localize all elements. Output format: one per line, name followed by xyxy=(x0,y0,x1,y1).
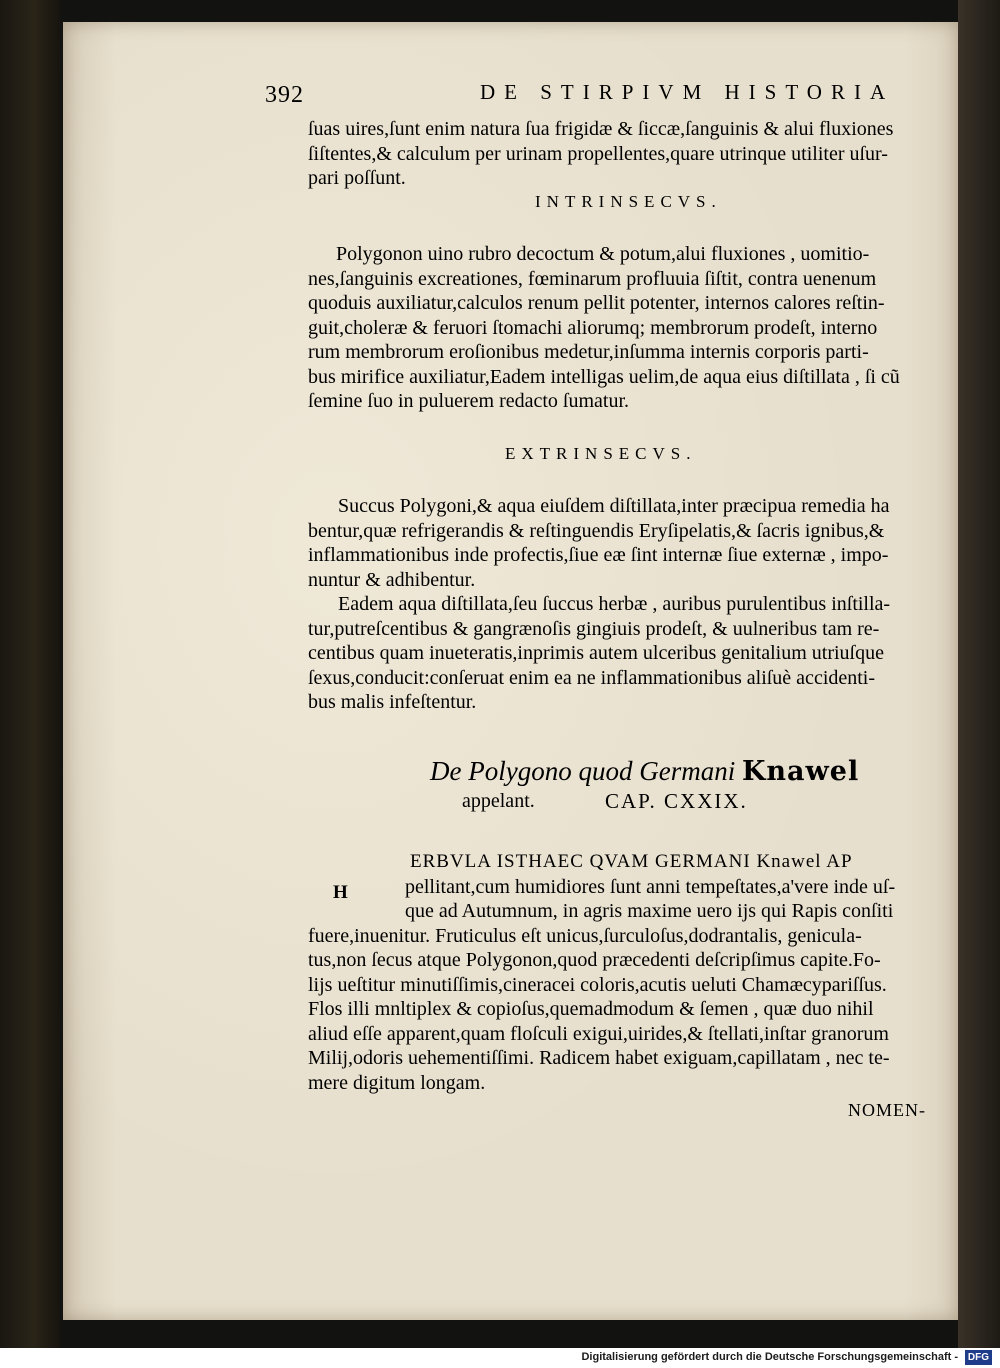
page-number: 392 xyxy=(265,82,304,108)
text-line: bentur,quæ refrigerandis & reſtinguendis Eryſipelatis,& ſacris ignibus,& xyxy=(308,519,885,542)
extrinsecus-paragraph xyxy=(308,494,988,715)
section-heading-intrinsecus: INTRINSECVS. xyxy=(535,192,722,211)
dfg-logo: DFG xyxy=(965,1350,992,1365)
text-line: pellitant,cum humidiores ſunt anni tempeſtates,a'vere inde uſ- xyxy=(405,875,896,898)
text-line: nuntur & adhibentur. xyxy=(308,568,476,591)
text-line: ſemine ſuo in puluerem redacto ſumatur. xyxy=(308,390,630,412)
text-line: centibus quam inueteratis,inprimis autem ulceribus genitalium utriuſque xyxy=(308,642,884,664)
text-line: quoduis auxiliatur,calculos renum pellit potenter, internos calores reſtin- xyxy=(308,292,885,314)
text-line: nes,ſanguinis excreationes, fœminarum profluuia ſiſtit, contra uenenum xyxy=(308,267,877,290)
text-line: Succus Polygoni,& aqua eiuſdem diſtillata,inter præcipua remedia ha xyxy=(338,495,890,517)
text-line: Eadem aqua diſtillata,ſeu ſuccus herbæ , auribus purulentibus inſtilla- xyxy=(338,593,891,615)
text-line: tus,non ſecus atque Polygonon,quod præcedenti deſcripſimus capite.Fo- xyxy=(308,949,881,971)
text-line: ſiſtentes,& calculum per urinam propellentes,quare utrinque utiliter uſur- xyxy=(308,142,888,165)
text-line: tur,putreſcentibus & gangrænoſis gingiuis prodeſt, & uulneribus tam re- xyxy=(308,617,880,640)
text-line: ERBVLA ISTHAEC QVAM GERMANI Knawel AP xyxy=(410,851,853,872)
text-line: lijs ueſtitur minutiſſimis,cineracei coloris,acutis ueluti Chamæcypariſſus. xyxy=(308,973,887,996)
chapter-number: CAP. CXXIX. xyxy=(605,789,748,813)
text-line: ſuas uires,ſunt enim natura ſua frigidæ & ſiccæ,ſanguinis & alui fluxiones xyxy=(308,118,894,140)
text-line: aliud eſſe apparent,quam floſculi exigui,uirides,& ſtellati,inſtar granorum xyxy=(308,1022,889,1045)
text-line: inflammationibus inde profectis,ſiue eæ ſint internæ ſiue externæ , impo- xyxy=(308,544,889,566)
text-line: Milij,odoris uehementiſſimi. Radicem habet exiguam,capillatam , nec te- xyxy=(308,1047,890,1069)
book-edge-left xyxy=(0,0,60,1348)
text-line: Flos illi mnltiplex & copioſus,quemadmodum & ſemen , quæ duo nihil xyxy=(308,998,874,1020)
text-line: guit,choleræ & feruori ſtomachi aliorumq; membrorum prodeſt, interno xyxy=(308,316,878,339)
chapter-subtitle: appelant. xyxy=(462,790,535,812)
text-line: rum membrorum eroſionibus medetur,inſumma internis corporis parti- xyxy=(308,341,869,363)
chapter-title-blackletter: Knawel xyxy=(741,756,860,787)
chapter-title-italic: De Polygono quod Germani xyxy=(430,756,736,786)
text-line: fuere,inuenitur. Fruticulus eſt unicus,ſurculoſus,dodrantalis, genicula- xyxy=(308,924,862,947)
text-line: bus malis infeſtentur. xyxy=(308,691,477,713)
text-line: mere digitum longam. xyxy=(308,1071,486,1094)
catchword: NOMEN- xyxy=(848,1100,926,1120)
text-line: bus mirifice auxiliatur,Eadem intelligas uelim,de aqua eius diſtillata , ſi cũ xyxy=(308,365,900,388)
chapter-paragraph xyxy=(308,850,1000,1095)
text-line: pari poſſunt. xyxy=(308,167,406,189)
running-head-title: DE STIRPIVM HISTORIA xyxy=(480,80,895,104)
footer-credit: Digitalisierung gefördert durch die Deutsche Forschungsgemeinschaft - xyxy=(581,1351,958,1363)
intro-paragraph xyxy=(308,117,958,191)
text-line: Polygonon uino rubro decoctum & potum,alui fluxiones , uomitio- xyxy=(336,243,870,265)
drop-initial: H xyxy=(333,882,348,903)
chapter-title xyxy=(430,756,859,787)
section-heading-extrinsecus: EXTRINSECVS. xyxy=(505,444,697,463)
text-line: que ad Autumnum, in agris maxime uero ijs qui Rapis conſiti xyxy=(405,900,894,922)
intrinsecus-paragraph xyxy=(308,242,986,414)
text-line: ſexus,conducit:conſeruat enim ea ne inflammationibus aliſuè accidenti- xyxy=(308,666,876,689)
